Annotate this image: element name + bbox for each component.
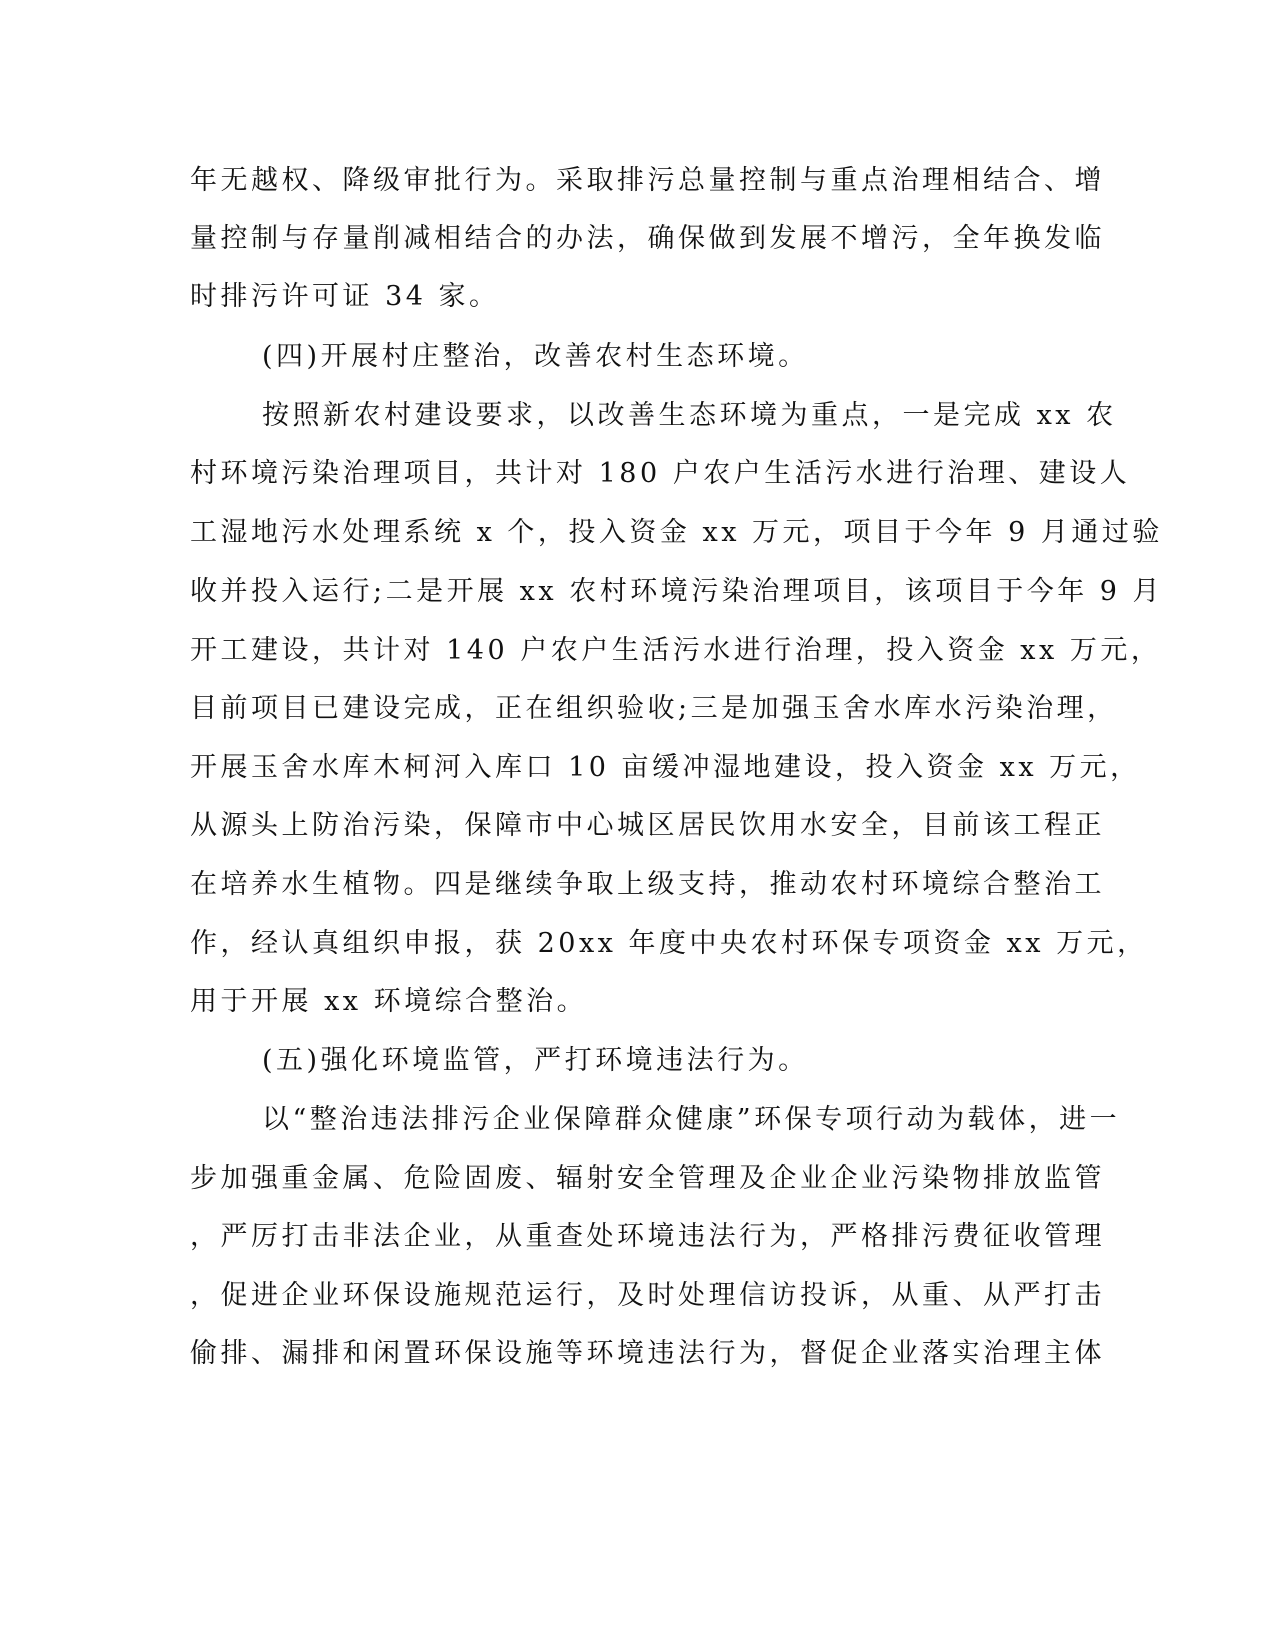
text-line-19: ，严厉打击非法企业，从重查处环境违法行为，严格排污费征收管理	[190, 1221, 1105, 1252]
text-line-7: 工湿地污水处理系统 x 个，投入资金 xx 万元，项目于今年 9 月通过验	[190, 517, 1163, 548]
text-line-15: 用于开展 xx 环境综合整治。	[190, 986, 588, 1017]
section-heading-4: (四)开展村庄整治，改善农村生态环境。	[262, 341, 809, 372]
text-line-3: 时排污许可证 34 家。	[190, 281, 500, 312]
text-line-12: 从源头上防治污染，保障市中心城区居民饮用水安全，目前该工程正	[190, 810, 1105, 841]
text-line-21: 偷排、漏排和闲置环保设施等环境违法行为，督促企业落实治理主体	[190, 1338, 1105, 1369]
text-line-6: 村环境污染治理项目，共计对 180 户农户生活污水进行治理、建设人	[190, 458, 1131, 489]
text-line-17: 以“整治违法排污企业保障群众健康”环保专项行动为载体，进一	[262, 1104, 1121, 1135]
text-line-11: 开展玉舍水库木柯河入库口 10 亩缓冲湿地建设，投入资金 xx 万元，	[190, 752, 1141, 783]
text-line-14: 作，经认真组织申报，获 20xx 年度中央农村环保专项资金 xx 万元，	[190, 928, 1148, 959]
text-line-2: 量控制与存量削减相结合的办法，确保做到发展不增污，全年换发临	[190, 223, 1105, 254]
text-line-20: ，促进企业环保设施规范运行，及时处理信访投诉，从重、从严打击	[190, 1280, 1105, 1311]
text-line-13: 在培养水生植物。四是继续争取上级支持，推动农村环境综合整治工	[190, 869, 1105, 900]
text-line-10: 目前项目已建设完成，正在组织验收;三是加强玉舍水库水污染治理，	[190, 693, 1118, 724]
text-line-5: 按照新农村建设要求，以改善生态环境为重点，一是完成 xx 农	[262, 400, 1117, 431]
section-heading-5: (五)强化环境监管，严打环境违法行为。	[262, 1045, 809, 1076]
text-line-8: 收并投入运行;二是开展 xx 农村环境污染治理项目，该项目于今年 9 月	[190, 576, 1164, 607]
text-line-1: 年无越权、降级审批行为。采取排污总量控制与重点治理相结合、增	[190, 165, 1105, 196]
text-line-18: 步加强重金属、危险固废、辐射安全管理及企业企业污染物排放监管	[190, 1163, 1105, 1194]
text-line-9: 开工建设，共计对 140 户农户生活污水进行治理，投入资金 xx 万元，	[190, 635, 1162, 666]
